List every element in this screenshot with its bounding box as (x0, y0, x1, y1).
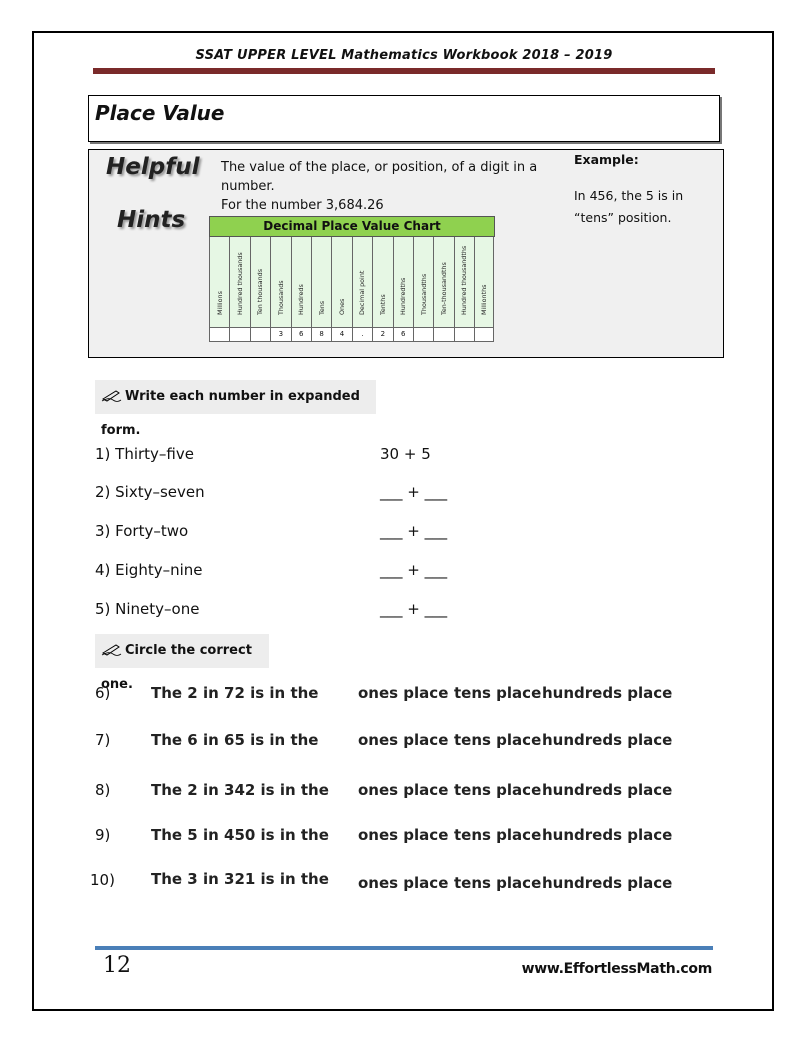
chart-column-label-cell (394, 237, 413, 328)
circle-instruction-text: Circle the correct one. (101, 643, 252, 692)
chart-column-label: Hundred thousandths (460, 245, 469, 315)
question-label-3: 3) Forty–two (95, 522, 189, 540)
footer-rule (95, 946, 713, 950)
chart-digit-cell: 6 (394, 328, 413, 342)
option-tens-place[interactable]: tens place (454, 826, 542, 844)
chart-column-label-cell (414, 237, 433, 328)
answer-1[interactable]: 30 + 5 (380, 445, 431, 463)
option-ones-place[interactable]: ones place (358, 781, 449, 799)
chart-title: Decimal Place Value Chart (209, 216, 495, 237)
chart-column-label: Thousands (276, 280, 285, 315)
chart-column (291, 237, 311, 342)
option-ones-place[interactable]: ones place (358, 731, 449, 749)
chart-column-label-cell (312, 237, 331, 328)
chart-column-label-cell (373, 237, 392, 328)
hint-description (221, 158, 561, 215)
expanded-instruction (95, 380, 376, 438)
chart-column (229, 237, 249, 342)
expanded-instruction-text: Write each number in expanded form. (101, 389, 360, 438)
circle-question-text-10: The 3 in 321 is in the (151, 870, 329, 888)
chart-column (433, 237, 453, 342)
chart-column (372, 237, 392, 342)
question-label-4: 4) Eighty–nine (95, 561, 203, 579)
pencil-icon (101, 388, 123, 402)
option-ones-place[interactable]: ones place (358, 826, 449, 844)
circle-question-text-8: The 2 in 342 is in the (151, 781, 329, 799)
circle-question-text-7: The 6 in 65 is in the (151, 731, 319, 749)
chart-digit-cell: 8 (312, 328, 331, 342)
circle-question-number-8: 8) (95, 781, 111, 799)
chart-column (352, 237, 372, 342)
page-number: 12 (103, 953, 131, 978)
chart-digit-cell (251, 328, 270, 342)
option-tens-place[interactable]: tens place (454, 874, 542, 892)
hint-description-line2: For the number 3,684.26 (221, 198, 384, 213)
chart-digit-cell (455, 328, 474, 342)
chart-column-label: Ten-thousandths (439, 262, 448, 315)
chart-digit-cell: . (353, 328, 372, 342)
chart-digit-cell (230, 328, 249, 342)
chart-column (474, 237, 494, 342)
chart-column-label-cell (455, 237, 474, 328)
chart-column (209, 237, 229, 342)
hints-title-line1: Helpful (106, 154, 200, 180)
chart-column-label: Thousandths (419, 273, 428, 315)
chart-column-label-cell (230, 237, 249, 328)
chart-digit-cell (414, 328, 433, 342)
example-text: In 456, the 5 is in “tens” position. (574, 188, 684, 225)
option-hundreds-place[interactable]: hundreds place (542, 781, 673, 799)
option-ones-place[interactable]: ones place (358, 874, 449, 892)
section-title: Place Value (95, 101, 225, 125)
chart-column-label: Millions (215, 291, 224, 315)
chart-column (311, 237, 331, 342)
answer-2[interactable]: ___ + ___ (380, 483, 448, 501)
option-tens-place[interactable]: tens place (454, 781, 542, 799)
pencil-icon (101, 642, 123, 656)
hints-title-line2: Hints (117, 207, 186, 233)
option-tens-place[interactable]: tens place (454, 684, 542, 702)
chart-column (331, 237, 351, 342)
chart-digit-cell: 4 (332, 328, 351, 342)
chart-digit-cell: 3 (271, 328, 290, 342)
chart-column (393, 237, 413, 342)
header-title: SSAT UPPER LEVEL Mathematics Workbook 2018 – 2019 (195, 48, 613, 63)
chart-column-label-cell (332, 237, 351, 328)
header-rule (93, 68, 715, 74)
circle-question-number-7: 7) (95, 731, 111, 749)
helpful-hints-box (88, 149, 724, 358)
chart-digit-cell (475, 328, 493, 342)
hint-description-line1: The value of the place, or position, of a digit in a number. (221, 160, 538, 194)
website-link[interactable]: www.EffortlessMath.com (521, 961, 712, 977)
chart-column-label: Tens (317, 300, 326, 315)
chart-column-label-cell (353, 237, 372, 328)
option-tens-place[interactable]: tens place (454, 731, 542, 749)
section-title-box (88, 95, 720, 142)
chart-column (413, 237, 433, 342)
chart-column-label-cell (475, 237, 493, 328)
chart-digit-cell: 6 (292, 328, 311, 342)
circle-question-text-9: The 5 in 450 is in the (151, 826, 329, 844)
chart-column-label: Decimal point (358, 270, 367, 315)
option-hundreds-place[interactable]: hundreds place (542, 684, 673, 702)
chart-column-label: Ten thousands (256, 268, 265, 315)
circle-question-text-6: The 2 in 72 is in the (151, 684, 319, 702)
chart-column-label-cell (271, 237, 290, 328)
circle-question-number-9: 9) (95, 826, 111, 844)
chart-column-label-cell (434, 237, 453, 328)
chart-columns (209, 237, 495, 342)
answer-4[interactable]: ___ + ___ (380, 561, 448, 579)
circle-instruction (95, 634, 269, 692)
question-label-2: 2) Sixty–seven (95, 483, 205, 501)
option-hundreds-place[interactable]: hundreds place (542, 826, 673, 844)
circle-question-number-10: 10) (90, 871, 115, 889)
chart-column-label: Hundredths (399, 277, 408, 315)
option-hundreds-place[interactable]: hundreds place (542, 874, 673, 892)
place-value-chart (209, 216, 495, 342)
chart-column-label: Millionths (480, 284, 489, 315)
chart-digit-cell (434, 328, 453, 342)
question-label-1: 1) Thirty–five (95, 445, 194, 463)
chart-column-label-cell (251, 237, 270, 328)
chart-column-label-cell (210, 237, 229, 328)
circle-question-number-6: 6) (95, 684, 111, 702)
chart-digit-cell: 2 (373, 328, 392, 342)
chart-column-label: Hundred thousands (236, 252, 245, 315)
chart-digit-cell (210, 328, 229, 342)
chart-column (250, 237, 270, 342)
chart-column-label-cell (292, 237, 311, 328)
question-label-5: 5) Ninety–one (95, 600, 200, 618)
chart-column (270, 237, 290, 342)
option-ones-place[interactable]: ones place (358, 684, 449, 702)
option-hundreds-place[interactable]: hundreds place (542, 731, 673, 749)
answer-3[interactable]: ___ + ___ (380, 522, 448, 540)
example-title: Example: (574, 152, 639, 167)
chart-column (454, 237, 474, 342)
answer-5[interactable]: ___ + ___ (380, 600, 448, 618)
chart-column-label: Ones (338, 298, 347, 315)
chart-column-label: Tenths (378, 294, 387, 315)
chart-column-label: Hundreds (297, 284, 306, 315)
